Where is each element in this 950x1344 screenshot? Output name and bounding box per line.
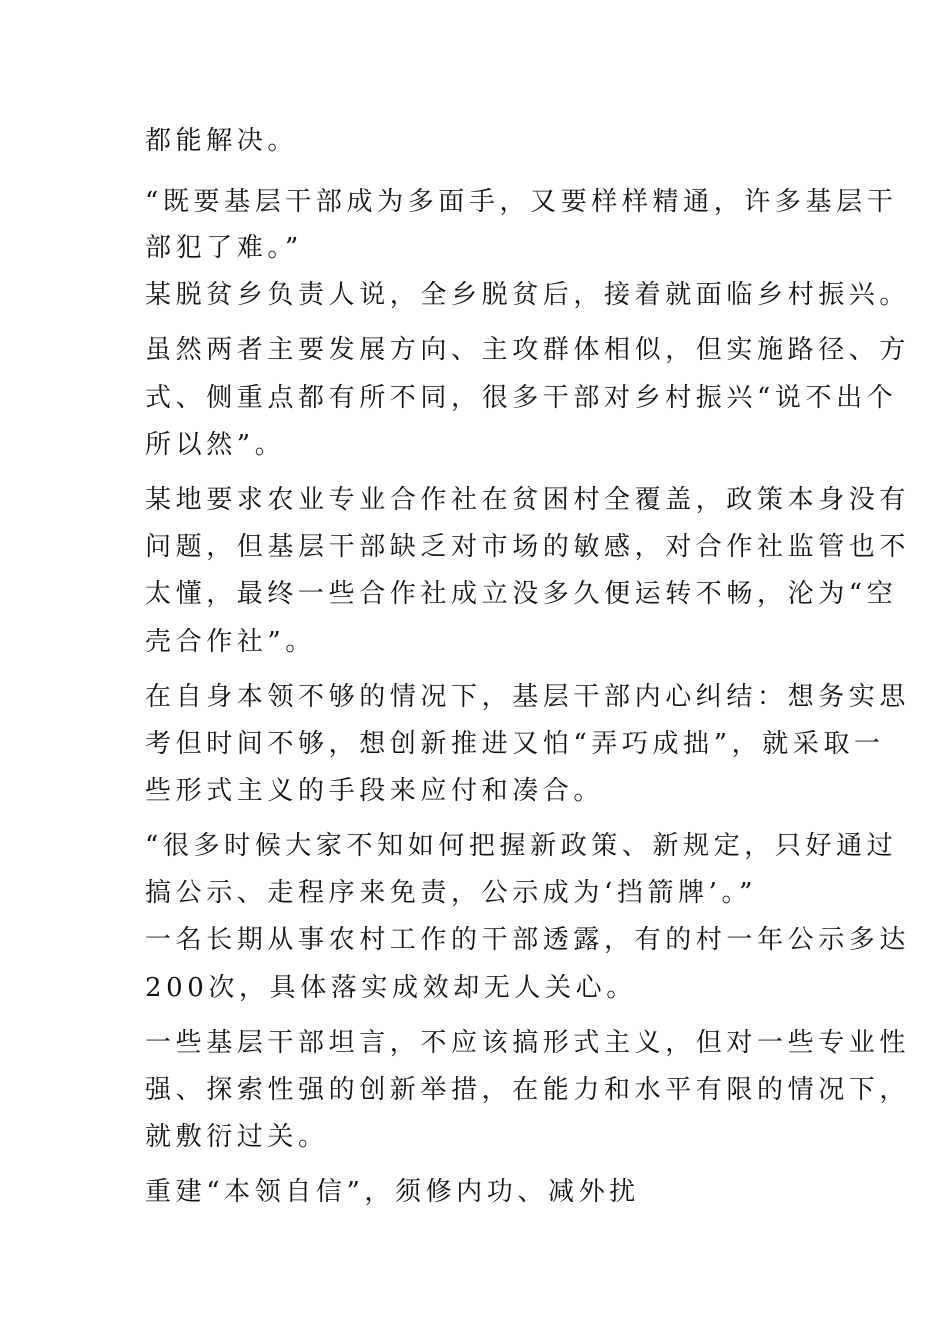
- text-line: 一些基层干部坦言，不应该搞形式主义，但对一些专业性: [145, 1028, 911, 1058]
- text-line: 所以然”。: [145, 430, 286, 460]
- text-line: 些形式主义的手段来应付和凑合。: [145, 776, 605, 806]
- text-line: 考但时间不够，想创新推进又怕“弄巧成拙”，就采取一: [145, 729, 885, 759]
- text-line: 问题，但基层干部缺乏对市场的敏感，对合作社监管也不: [145, 532, 911, 562]
- text-line: 一名长期从事农村工作的干部透露，有的村一年公示多达: [145, 925, 911, 955]
- text-line: 200次，具体落实成效却无人关心。: [145, 973, 637, 1003]
- text-line: “很多时候大家不知如何把握新政策、新规定，只好通过: [145, 831, 898, 861]
- text-line: 都能解决。: [145, 126, 299, 156]
- text-line: 式、侧重点都有所不同，很多干部对乡村振兴“说不出个: [145, 383, 898, 413]
- text-line: 太懂，最终一些合作社成立没多久便运转不畅，沦为“空: [145, 579, 898, 609]
- text-line: 在自身本领不够的情况下，基层干部内心纠结：想务实思: [145, 682, 911, 712]
- text-line: 部犯了难。”: [145, 233, 303, 263]
- text-line: 某地要求农业专业合作社在贫困村全覆盖，政策本身没有: [145, 485, 911, 515]
- text-line: 强、探索性强的创新举措，在能力和水平有限的情况下，: [145, 1075, 911, 1105]
- text-line: 重建“本领自信”，须修内功、减外扰: [145, 1177, 640, 1207]
- text-line: “既要基层干部成为多面手，又要样样精通，许多基层干: [145, 187, 898, 217]
- text-line: 壳合作社”。: [145, 627, 316, 657]
- text-line: 搞公示、走程序来免责，公示成为‘挡箭牌’。”: [145, 878, 758, 908]
- text-line: 虽然两者主要发展方向、主攻群体相似，但实施路径、方: [145, 335, 911, 365]
- text-line: 某脱贫乡负责人说，全乡脱贫后，接着就面临乡村振兴。: [145, 280, 911, 310]
- text-line: 就敷衍过关。: [145, 1122, 329, 1152]
